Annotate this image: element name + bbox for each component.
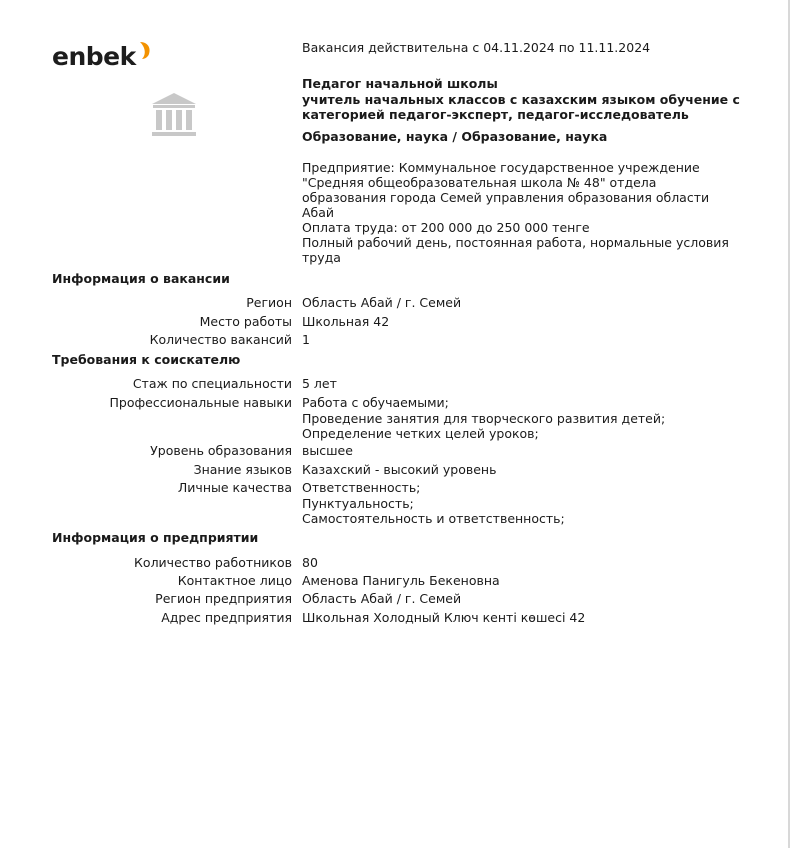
logo-text: enbek <box>52 42 136 71</box>
skill-item: Определение четких целей уроков; <box>302 426 539 441</box>
section-vacancy-info-title: Информация о вакансии <box>52 271 230 286</box>
address-value: Школьная Холодный Ключ кенті көшесі 42 <box>302 610 586 625</box>
region-value: Область Абай / г. Семей <box>302 295 462 310</box>
vacancy-category: Образование, наука / Образование, наука <box>302 129 608 144</box>
title-line: учитель начальных классов с казахским языком обучение с <box>302 91 740 107</box>
skills-label: Профессиональные навыки <box>109 395 292 410</box>
enterprise-line: Абай <box>302 205 335 220</box>
enterprise-region-value: Область Абай / г. Семей <box>302 591 462 606</box>
education-value: высшее <box>302 443 353 458</box>
enterprise-line: "Средняя общеобразовательная школа № 48" отдела <box>302 175 657 190</box>
experience-value: 5 лет <box>302 376 337 391</box>
qualities-values <box>302 480 762 527</box>
section-enterprise-info-title: Информация о предприятии <box>52 530 259 545</box>
skill-item: Проведение занятия для творческого развития детей; <box>302 410 666 426</box>
skill-item: Работа с обучаемыми; <box>302 395 449 410</box>
address-label: Адрес предприятия <box>161 610 292 625</box>
quality-item: Ответственность; <box>302 480 421 495</box>
experience-label: Стаж по специальности <box>132 376 292 391</box>
contact-value: Аменова Панигуль Бекеновна <box>302 573 500 588</box>
quality-item: Самостоятельность и ответственность; <box>302 511 565 526</box>
region-label: Регион <box>246 295 292 310</box>
quality-item: Пунктуальность; <box>302 495 414 511</box>
employees-label: Количество работников <box>134 555 292 570</box>
logo-swoosh-icon <box>138 40 152 60</box>
workplace-value: Школьная 42 <box>302 314 390 329</box>
workplace-label: Место работы <box>199 314 292 329</box>
vacancy-title <box>302 76 772 123</box>
vacancy-count-label: Количество вакансий <box>149 332 292 347</box>
contact-label: Контактное лицо <box>177 573 292 588</box>
validity-period: Вакансия действительна с 04.11.2024 по 11.11.2024 <box>302 40 651 55</box>
salary-line: Оплата труда: от 200 000 до 250 000 тенге <box>302 220 590 235</box>
vacancy-count-value: 1 <box>302 332 310 347</box>
languages-value: Казахский - высокий уровень <box>302 462 497 477</box>
institution-icon <box>150 93 198 139</box>
enterprise-line: образования города Семей управления образования области <box>302 190 710 205</box>
education-label: Уровень образования <box>150 443 292 458</box>
schedule-line: Полный рабочий день, постоянная работа, нормальные условия <box>302 235 729 250</box>
enterprise-summary <box>302 160 752 265</box>
qualities-label: Личные качества <box>177 480 292 495</box>
title-line: Педагог начальной школы <box>302 76 498 91</box>
section-requirements-title: Требования к соискателю <box>52 352 241 367</box>
employees-value: 80 <box>302 555 318 570</box>
schedule-line: труда <box>302 250 341 265</box>
title-line: категорией педагог-эксперт, педагог-исследователь <box>302 107 689 122</box>
enterprise-region-label: Регион предприятия <box>155 591 292 606</box>
skills-values <box>302 395 762 442</box>
enterprise-line: Предприятие: Коммунальное государственное учреждение <box>302 160 700 175</box>
enbek-logo <box>52 40 136 74</box>
languages-label: Знание языков <box>193 462 292 477</box>
